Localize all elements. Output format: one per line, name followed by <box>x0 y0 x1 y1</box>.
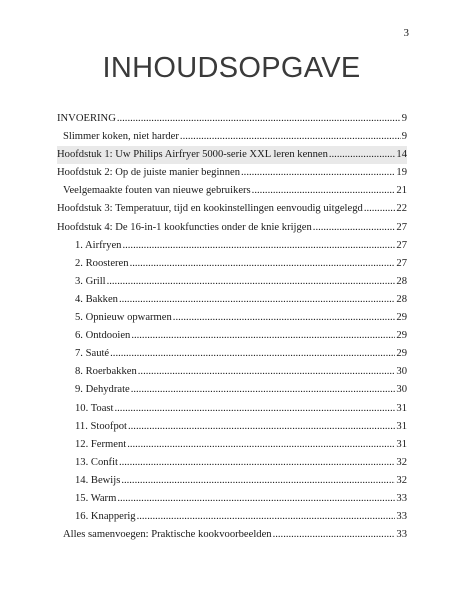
toc-entry-label: 1. Airfryen <box>75 239 122 251</box>
toc-entry-label: Hoofdstuk 3: Temperatuur, tijd en kookinstellingen eenvoudig uitgelegd <box>57 203 363 215</box>
dot-leader <box>273 526 396 544</box>
dot-leader <box>110 345 395 363</box>
dot-leader <box>131 381 396 399</box>
toc-entry[interactable] <box>57 526 407 544</box>
toc-entry-label: 8. Roerbakken <box>75 366 137 378</box>
dot-leader <box>119 454 395 472</box>
dot-leader <box>137 508 396 526</box>
toc-entry[interactable] <box>57 146 407 164</box>
toc-entry-page: 30 <box>396 384 407 396</box>
toc-entry[interactable] <box>57 128 407 146</box>
toc-entry-label: Alles samenvoegen: Praktische kookvoorbeelden <box>63 529 272 541</box>
dot-leader <box>127 436 395 454</box>
dot-leader <box>180 128 401 146</box>
toc-entry[interactable] <box>57 454 407 472</box>
dot-leader <box>131 327 395 345</box>
toc-entry[interactable] <box>57 219 407 237</box>
toc-entry[interactable] <box>57 110 407 128</box>
toc-entry-page: 31 <box>396 402 407 414</box>
toc-entry-label: 16. Knapperig <box>75 511 136 523</box>
toc-entry-page: 33 <box>396 511 407 523</box>
dot-leader <box>138 363 396 381</box>
toc-entry[interactable] <box>57 200 407 218</box>
dot-leader <box>117 110 401 128</box>
dot-leader <box>241 164 395 182</box>
toc-entry-page: 31 <box>396 438 407 450</box>
toc-entry[interactable] <box>57 508 407 526</box>
toc-entry[interactable] <box>57 309 407 327</box>
toc-entry[interactable] <box>57 164 407 182</box>
toc-entry-label: 15. Warm <box>75 492 117 504</box>
dot-leader <box>313 219 396 237</box>
dot-leader <box>252 182 396 200</box>
toc-entry-page: 29 <box>396 348 407 360</box>
toc-entry[interactable] <box>57 255 407 273</box>
toc-entry[interactable] <box>57 273 407 291</box>
toc-entry-page: 29 <box>396 330 407 342</box>
toc-entry[interactable] <box>57 381 407 399</box>
toc-entry-page: 27 <box>396 221 407 233</box>
toc-entry-label: 7. Sauté <box>75 348 110 360</box>
toc-entry-label: Hoofdstuk 2: Op de juiste manier beginnen <box>57 167 241 179</box>
toc-entry-page: 9 <box>401 131 407 143</box>
toc-entry[interactable] <box>57 182 407 200</box>
toc-entry-label: Hoofdstuk 1: Uw Philips Airfryer 5000-serie XXL leren kennen <box>57 149 328 161</box>
dot-leader <box>115 400 396 418</box>
toc-entry[interactable] <box>57 400 407 418</box>
toc-entry-page: 29 <box>396 312 407 324</box>
toc-entry-page: 30 <box>396 366 407 378</box>
toc-entry[interactable] <box>57 327 407 345</box>
table-of-contents <box>57 110 407 544</box>
toc-entry-page: 22 <box>396 203 407 215</box>
toc-entry-page: 32 <box>396 474 407 486</box>
toc-entry[interactable] <box>57 291 407 309</box>
page-number: 3 <box>403 27 409 39</box>
toc-entry-page: 33 <box>396 492 407 504</box>
toc-entry[interactable] <box>57 472 407 490</box>
dot-leader <box>128 418 395 436</box>
toc-entry-label: Veelgemaakte fouten van nieuwe gebruikers <box>63 185 251 197</box>
toc-entry[interactable] <box>57 363 407 381</box>
toc-entry-label: Hoofdstuk 4: De 16-in-1 kookfuncties onder de knie krijgen <box>57 221 312 233</box>
toc-entry-page: 32 <box>396 456 407 468</box>
toc-entry-label: 6. Ontdooien <box>75 330 131 342</box>
dot-leader <box>122 237 395 255</box>
toc-entry-page: 14 <box>396 149 407 161</box>
dot-leader <box>119 291 395 309</box>
toc-entry-page: 33 <box>396 529 407 541</box>
toc-entry-label: 10. Toast <box>75 402 114 414</box>
toc-entry-page: 28 <box>396 275 407 287</box>
toc-entry-page: 28 <box>396 293 407 305</box>
toc-entry-page: 9 <box>401 113 407 124</box>
dot-leader <box>117 490 395 508</box>
toc-entry-page: 27 <box>396 239 407 251</box>
toc-entry-page: 31 <box>396 420 407 432</box>
dot-leader <box>130 255 396 273</box>
dot-leader <box>107 273 396 291</box>
toc-entry-label: 5. Opnieuw opwarmen <box>75 312 172 324</box>
toc-entry-page: 21 <box>396 185 407 197</box>
toc-entry[interactable] <box>57 345 407 363</box>
toc-entry[interactable] <box>57 237 407 255</box>
toc-entry-label: 2. Roosteren <box>75 257 129 269</box>
toc-entry-label: 14. Bewijs <box>75 474 121 486</box>
page-title: INHOUDSOPGAVE <box>102 52 361 84</box>
toc-entry-label: 9. Dehydrate <box>75 384 130 396</box>
toc-entry-label: 3. Grill <box>75 275 106 287</box>
toc-entry-page: 27 <box>396 257 407 269</box>
toc-entry[interactable] <box>57 418 407 436</box>
toc-entry-label: INVOERING <box>57 113 116 124</box>
toc-entry-label: 13. Confit <box>75 456 118 468</box>
toc-entry-label: 4. Bakken <box>75 293 118 305</box>
toc-entry[interactable] <box>57 490 407 508</box>
dot-leader <box>173 309 396 327</box>
toc-entry-label: Slimmer koken, niet harder <box>63 131 179 143</box>
toc-entry-label: 11. Stoofpot <box>75 420 127 432</box>
dot-leader <box>364 200 396 218</box>
toc-entry-page: 19 <box>396 167 407 179</box>
toc-entry-label: 12. Ferment <box>75 438 127 450</box>
dot-leader <box>329 146 396 164</box>
toc-entry[interactable] <box>57 436 407 454</box>
dot-leader <box>121 472 395 490</box>
